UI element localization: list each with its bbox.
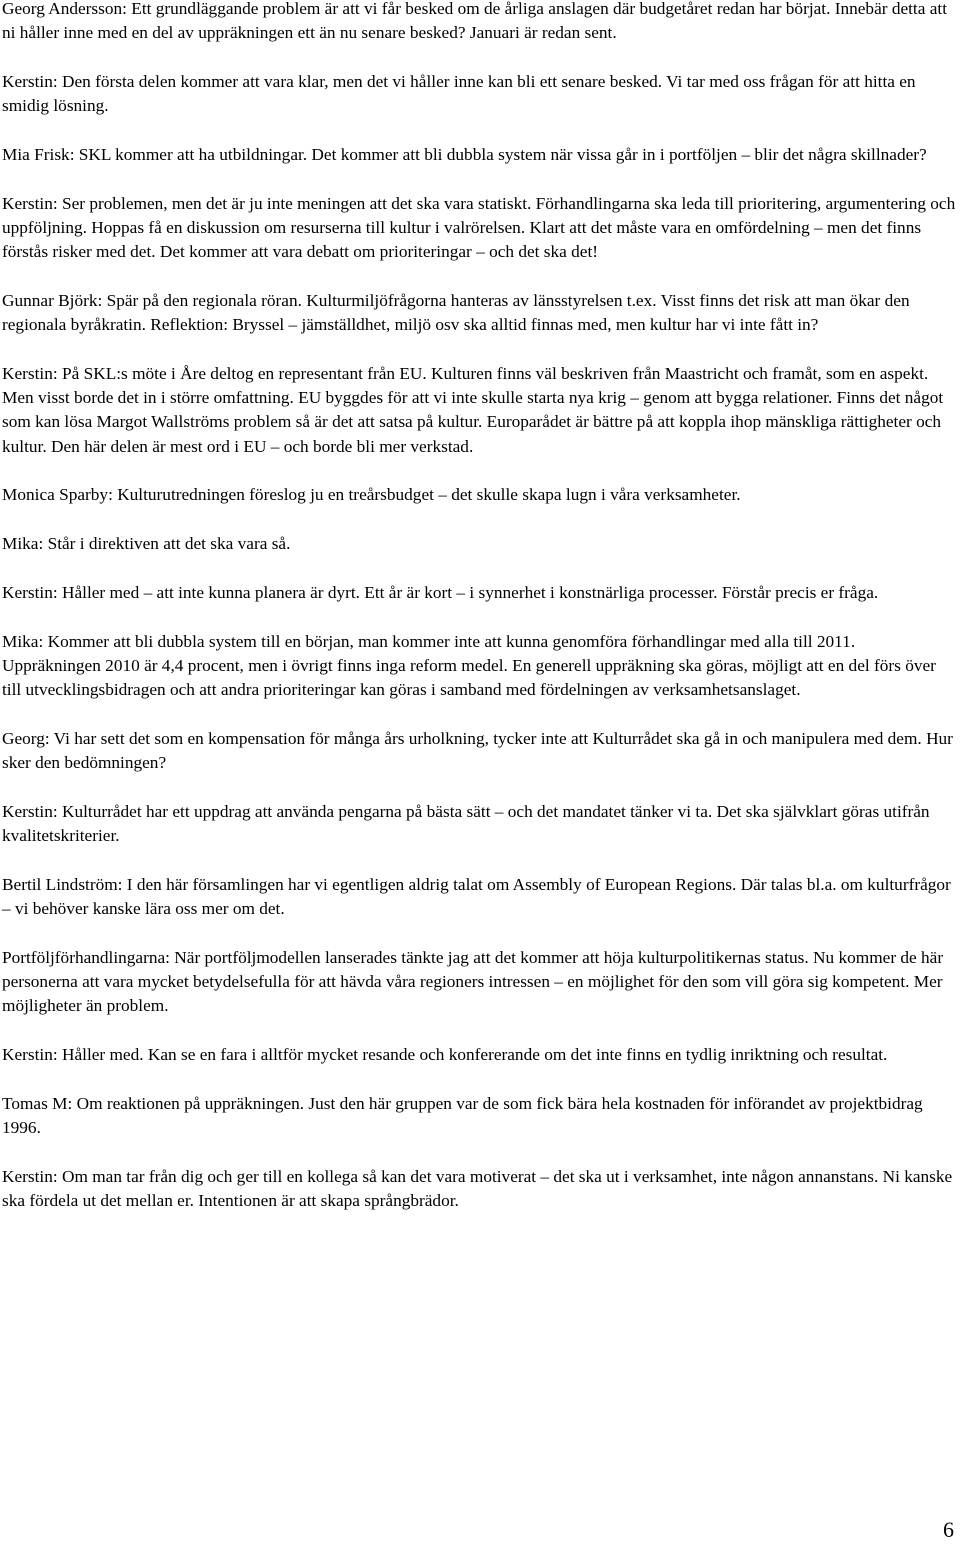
paragraph-georg-andersson: Georg Andersson: Ett grundläggande problem är att vi får besked om de årliga anslagen där budgetåret redan har börjat. Innebär detta att ni håller inne med en del av uppräkningen ett än nu senare besked? Januari är redan sent. xyxy=(2,0,948,43)
paragraph-monica-sparby: Monica Sparby: Kulturutredningen föreslog ju en treårsbudget – det skulle skapa lugn i våra verksamheter. xyxy=(2,485,741,505)
document-body xyxy=(2,0,956,1238)
paragraph-tomas-m: Tomas M: Om reaktionen på uppräkningen. Just den här gruppen var de som fick bära hela kostnaden för införandet av projektbidrag 1996. xyxy=(2,1094,923,1138)
paragraph-kerstin-3: Kerstin: På SKL:s möte i Åre deltog en representant från EU. Kulturen finns väl beskriven från Maastricht och framåt, som en aspekt. Men visst borde det in i större omfattning. EU byggdes för att vi inte skulle starta nya krig – genom att bygga relationer. Finns det något som kan lösa Margot Wallströms problem så är det att satsa på kultur. Europarådet är bättre på att koppla ihop mänskliga rättigheter och kultur. Den här delen är mest ord i EU – och borde bli mer verkstad. xyxy=(2,364,944,456)
paragraph-mika-2: Mika: Kommer att bli dubbla system till en början, man kommer inte att kunna genomföra förhandlingar med alla till 2011. Uppräkningen 2010 är 4,4 procent, men i övrigt finns inga reform medel. En generell uppräkning ska göras, möjligt att en del förs över till utvecklingsbidragen och att andra prioriteringar kan göras i samband med fördelningen av verksamhetsanslaget. xyxy=(2,631,936,700)
paragraph-mika-1: Mika: Står i direktiven att det ska vara så. xyxy=(2,534,291,554)
paragraph-kerstin-5: Kerstin: Kulturrådet har ett uppdrag att använda pengarna på bästa sätt – och det mandatet tänker vi ta. Det ska självklart göras utifrån kvalitetskriterier. xyxy=(2,802,930,846)
paragraph-mia-frisk: Mia Frisk: SKL kommer att ha utbildningar. Det kommer att bli dubbla system när vissa går in i portföljen – blir det några skillnader? xyxy=(2,145,927,164)
paragraph-georg: Georg: Vi har sett det som en kompensation för många års urholkning, tycker inte att Kulturrådet ska gå in och manipulera med dem. Hur sker den bedömningen? xyxy=(2,729,953,773)
paragraph-bertil-lindstrom: Bertil Lindström: I den här församlingen har vi egentligen aldrig talat om Assembly of European Regions. Där talas bl.a. om kulturfrågor – vi behöver kanske lära oss mer om det. xyxy=(2,875,951,919)
paragraph-kerstin-2: Kerstin: Ser problemen, men det är ju inte meningen att det ska vara statiskt. Förhandlingarna ska leda till prioritering, argumentering och uppföljning. Hoppas få en diskussion om resurserna till kultur i valrörelsen. Klart att det måste vara en omfördelning – men det finns förstås risker med det. Det kommer att vara debatt om prioriteringar – och det ska det! xyxy=(2,193,956,262)
paragraph-portfoljforhandlingarna: Portföljförhandlingarna: När portföljmodellen lanserades tänkte jag att det kommer att höja kulturpolitikernas status. Nu kommer de här personerna att vara mycket betydelsefulla för att hävda våra regioners intressen – en möjlighet för den som vill göra sig kompetent. Mer möjligheter än problem. xyxy=(2,948,944,1016)
paragraph-gunnar-bjork: Gunnar Björk: Spär på den regionala röran. Kulturmiljöfrågorna hanteras av länsstyrelsen t.ex. Visst finns det risk att man ökar den regionala byråkratin. Reflektion: Bryssel – jämställdhet, miljö osv ska alltid finnas med, men kultur har vi inte fått in? xyxy=(2,291,910,335)
paragraph-kerstin-1: Kerstin: Den första delen kommer att vara klar, men det vi håller inne kan bli ett senare besked. Vi tar med oss frågan för att hitta en smidig lösning. xyxy=(2,72,916,116)
paragraph-kerstin-7: Kerstin: Om man tar från dig och ger till en kollega så kan det vara motiverat – det ska ut i verksamhet, inte någon annanstans. Ni kanske ska fördela ut det mellan er. Intentionen är att skapa språngbrädor. xyxy=(2,1167,953,1211)
paragraph-kerstin-4: Kerstin: Håller med – att inte kunna planera är dyrt. Ett år är kort – i synnerhet i konstnärliga processer. Förstår precis er fråga. xyxy=(2,583,879,602)
page-number: 6 xyxy=(943,1517,954,1542)
paragraph-kerstin-6: Kerstin: Håller med. Kan se en fara i alltför mycket resande och konfererande om det inte finns en tydlig inriktning och resultat. xyxy=(2,1045,888,1065)
